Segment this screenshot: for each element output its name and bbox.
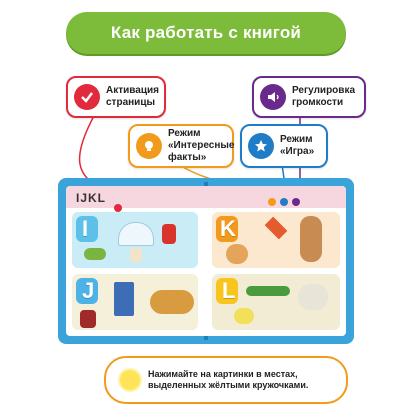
game-mode-label: Режим «Игра»: [280, 134, 315, 157]
volume-button[interactable]: [292, 198, 300, 206]
kangaroo-picture[interactable]: [300, 216, 322, 262]
game-mode-button[interactable]: [280, 198, 288, 206]
lemon-picture[interactable]: [234, 308, 254, 324]
iguana-picture[interactable]: [84, 248, 106, 260]
iron-picture[interactable]: [162, 224, 176, 244]
star-icon: [248, 133, 274, 159]
activate-page-label: Активация страницы: [106, 85, 159, 108]
book-illustration: [58, 178, 354, 344]
facts-mode-label: Режим «Интересные факты»: [168, 128, 235, 163]
letter-k: K: [220, 216, 236, 241]
volume-callout: [252, 76, 366, 118]
activate-page-callout: [66, 76, 166, 118]
hint-box: [104, 356, 348, 404]
facts-mode-callout: [128, 124, 234, 168]
letter-i: I: [82, 216, 89, 241]
lamb-picture[interactable]: [298, 284, 328, 310]
kitten-picture[interactable]: [226, 244, 248, 264]
activate-page-button[interactable]: [114, 204, 122, 212]
hint-text: Нажимайте на картинки в местах, выделенных жёлтыми кружочками.: [148, 369, 309, 390]
jaguar-picture[interactable]: [150, 290, 194, 314]
right-page: [206, 186, 346, 336]
left-page: [66, 186, 206, 336]
ice-cream-picture[interactable]: [130, 248, 142, 262]
letter-l: L: [222, 278, 236, 303]
letter-j: J: [82, 278, 95, 303]
lizard-picture[interactable]: [246, 286, 290, 296]
activate-connector: [80, 114, 100, 188]
yellow-circle-icon: [120, 370, 140, 390]
right-page-header: [206, 186, 346, 208]
left-page-letters: IJKL: [76, 191, 107, 205]
facts-mode-button[interactable]: [268, 198, 276, 206]
game-mode-callout: [240, 124, 328, 168]
check-icon: [74, 84, 100, 110]
lightbulb-icon: [136, 133, 162, 159]
jam-picture[interactable]: [80, 310, 96, 328]
volume-label: Регулировка громкости: [292, 85, 356, 108]
igloo-picture[interactable]: [118, 222, 154, 246]
speaker-icon: [260, 84, 286, 110]
page-title: Как работать с книгой: [110, 23, 302, 42]
jeans-picture[interactable]: [114, 282, 134, 316]
